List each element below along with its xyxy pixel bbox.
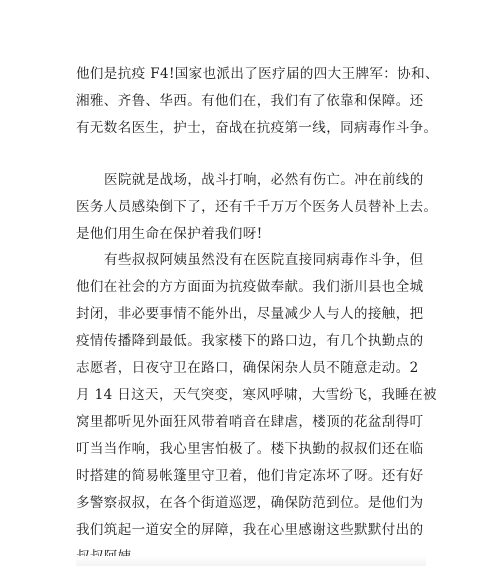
text-line: 有些叔叔阿姨虽然没有在医院直接同病毒作斗争，但	[104, 252, 424, 268]
text-line: 疫情传播降到最低。我家楼下的路口边，有几个执勤点的	[76, 333, 424, 349]
text-line: 医务人员感染倒下了，还有千千万万个医务人员替补上去。	[76, 199, 438, 215]
text-line: 月 14 日这天，天气突变，寒风呼啸，大雪纷飞，我睡在被	[76, 387, 437, 403]
text-line: 医院就是战场，战斗打响，必然有伤亡。冲在前线的	[104, 172, 424, 188]
text-line: 时搭建的简易帐篷里守卫着，他们肯定冻坏了呀。还有好	[76, 468, 424, 484]
paragraph-2	[76, 167, 438, 248]
text-line: 有无数名医生，护士，奋战在抗疫第一线，同病毒作斗争。	[76, 120, 438, 136]
text-line: 我们筑起一道安全的屏障，我在心里感谢这些默默付出的	[76, 522, 424, 538]
text-line: 他们是抗疫 F4!国家也派出了医疗届的四大王牌军：协和、	[76, 66, 439, 82]
text-line: 湘雅、齐鲁、华西。有他们在，我们有了依靠和保障。还	[76, 93, 424, 109]
paragraph-1	[76, 61, 439, 142]
page-bottom-fade	[76, 556, 426, 566]
text-line: 他们在社会的方方面面为抗疫做奉献。我们浙川县也全城	[76, 279, 424, 295]
paragraph-3	[76, 247, 437, 571]
text-line: 是他们用生命在保护着我们呀!	[76, 226, 263, 242]
text-line: 封闭，非必要事情不能外出，尽量减少人与人的接触，把	[76, 306, 424, 322]
text-line: 窝里都听见外面狂风带着哨音在肆虐，楼顶的花盆刮得叮	[76, 414, 424, 430]
text-line: 多警察叔叔，在各个街道巡逻，确保防范到位。是他们为	[76, 495, 424, 511]
text-line: 志愿者，日夜守卫在路口，确保闲杂人员不随意走动。2	[76, 360, 419, 376]
text-line: 叮当当作响，我心里害怕极了。楼下执勤的叔叔们还在临	[76, 441, 424, 457]
